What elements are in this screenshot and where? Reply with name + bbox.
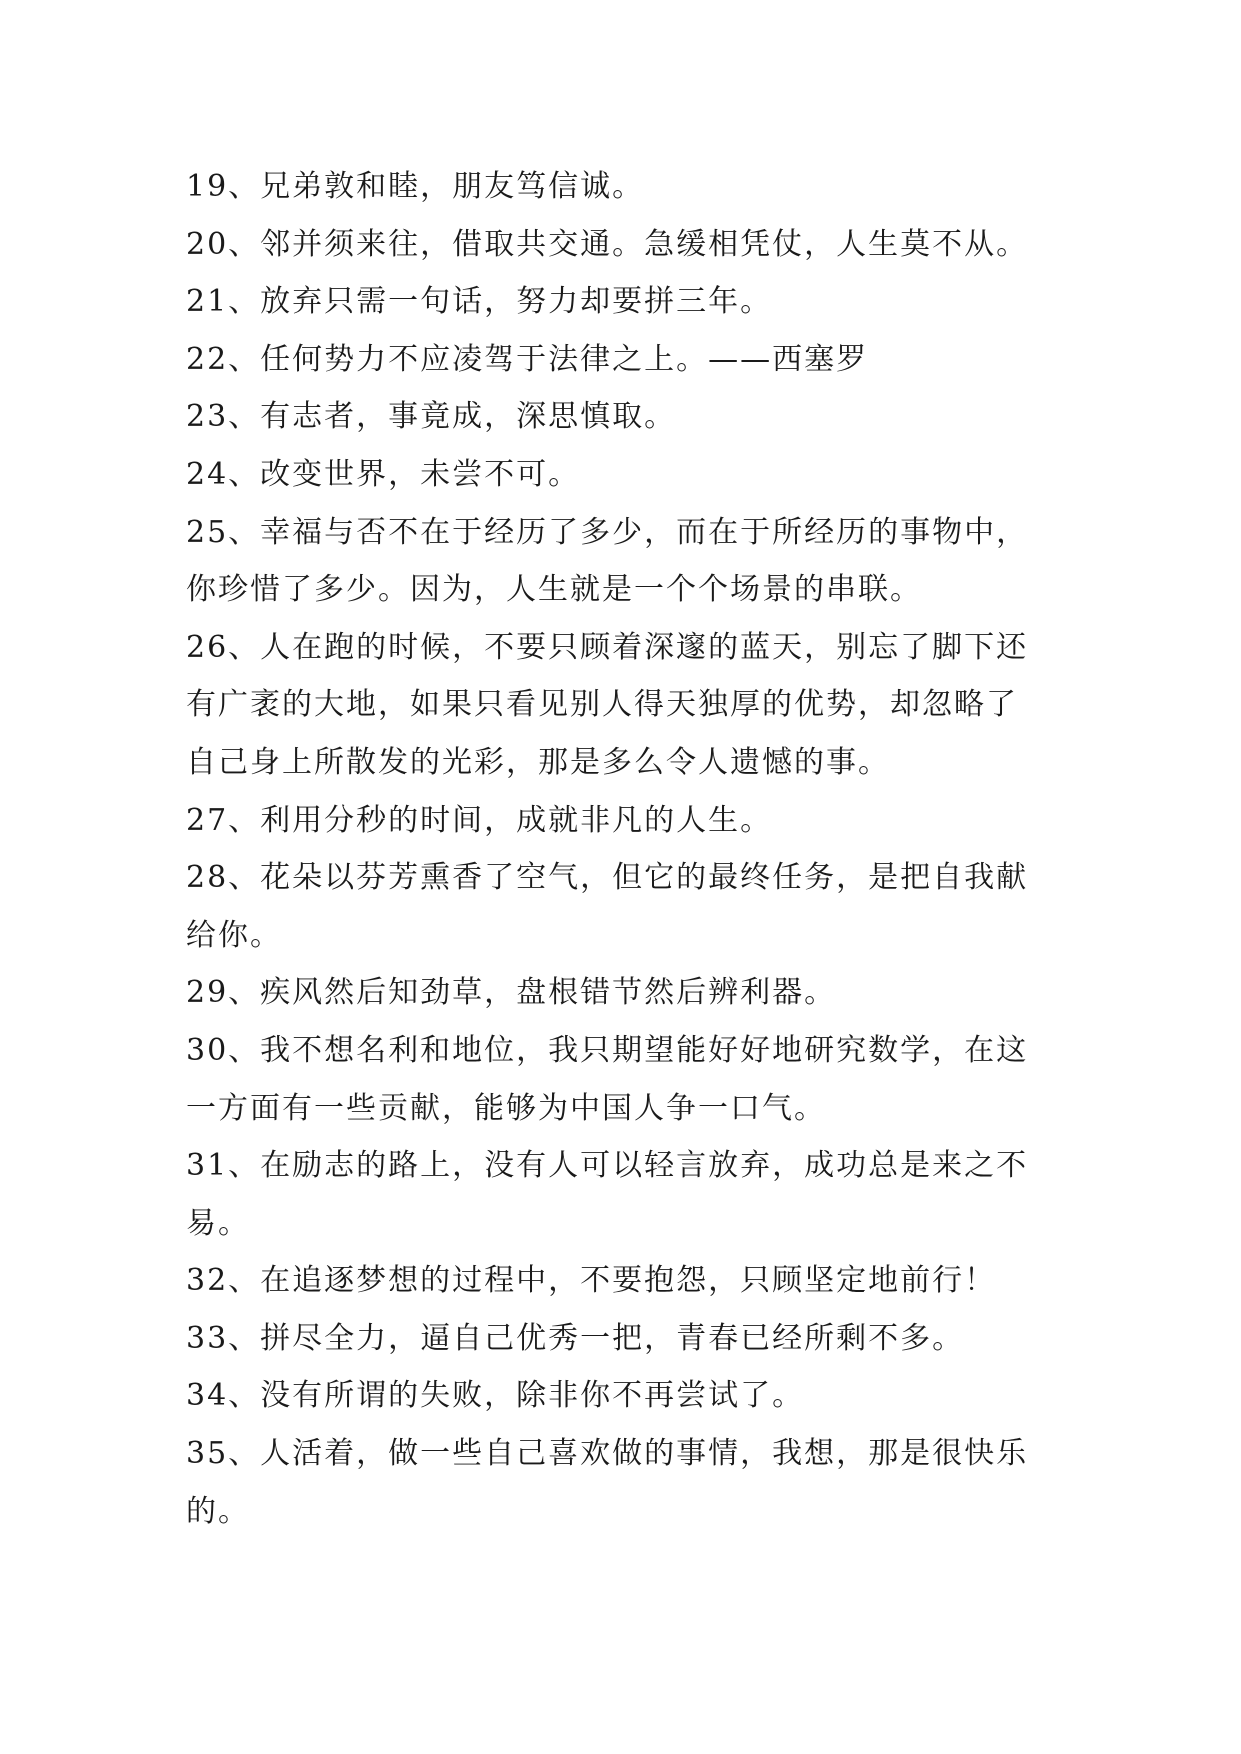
text-line: 易。 bbox=[186, 1205, 250, 1241]
text-line: 34、没有所谓的失败，除非你不再尝试了。 bbox=[186, 1378, 805, 1414]
text-line: 19、兄弟敦和睦，朋友笃信诚。 bbox=[186, 169, 645, 204]
text-line: 29、疾风然后知劲草，盘根错节然后辨利器。 bbox=[186, 975, 837, 1011]
text-line: 24、改变世界，未尝不可。 bbox=[186, 456, 581, 492]
text-line: 你珍惜了多少。因为，人生就是一个个场景的串联。 bbox=[186, 572, 922, 608]
text-line: 35、人活着，做一些自己喜欢做的事情，我想，那是很快乐 bbox=[186, 1436, 1029, 1472]
text-line: 22、任何势力不应凌驾于法律之上。——西塞罗 bbox=[186, 341, 869, 377]
text-line: 27、利用分秒的时间，成就非凡的人生。 bbox=[186, 802, 773, 838]
text-line: 的。 bbox=[186, 1493, 250, 1529]
text-line: 32、在追逐梦想的过程中，不要抱怨，只顾坚定地前行！ bbox=[186, 1263, 997, 1299]
text-line: 21、放弃只需一句话，努力却要拼三年。 bbox=[186, 284, 773, 320]
document-body bbox=[186, 158, 1066, 1540]
text-line: 25、幸福与否不在于经历了多少，而在于所经历的事物中， bbox=[186, 514, 1029, 550]
text-line: 28、花朵以芬芳熏香了空气，但它的最终任务，是把自我献 bbox=[186, 860, 1029, 896]
text-line: 20、邻并须来往，借取共交通。急缓相凭仗，人生莫不从。 bbox=[186, 226, 1029, 262]
text-line: 一方面有一些贡献，能够为中国人争一口气。 bbox=[186, 1090, 826, 1126]
text-line: 有广袤的大地，如果只看见别人得天独厚的优势，却忽略了 bbox=[186, 687, 1018, 723]
text-line: 26、人在跑的时候，不要只顾着深邃的蓝天，别忘了脚下还 bbox=[186, 629, 1029, 665]
text-line: 自己身上所散发的光彩，那是多么令人遗憾的事。 bbox=[186, 744, 890, 780]
text-line: 33、拼尽全力，逼自己优秀一把，青春已经所剩不多。 bbox=[186, 1320, 965, 1356]
text-line: 30、我不想名利和地位，我只期望能好好地研究数学，在这 bbox=[186, 1032, 1029, 1068]
text-line: 23、有志者，事竟成，深思慎取。 bbox=[186, 399, 677, 435]
text-line: 给你。 bbox=[186, 917, 282, 953]
text-line: 31、在励志的路上，没有人可以轻言放弃，成功总是来之不 bbox=[186, 1148, 1029, 1184]
